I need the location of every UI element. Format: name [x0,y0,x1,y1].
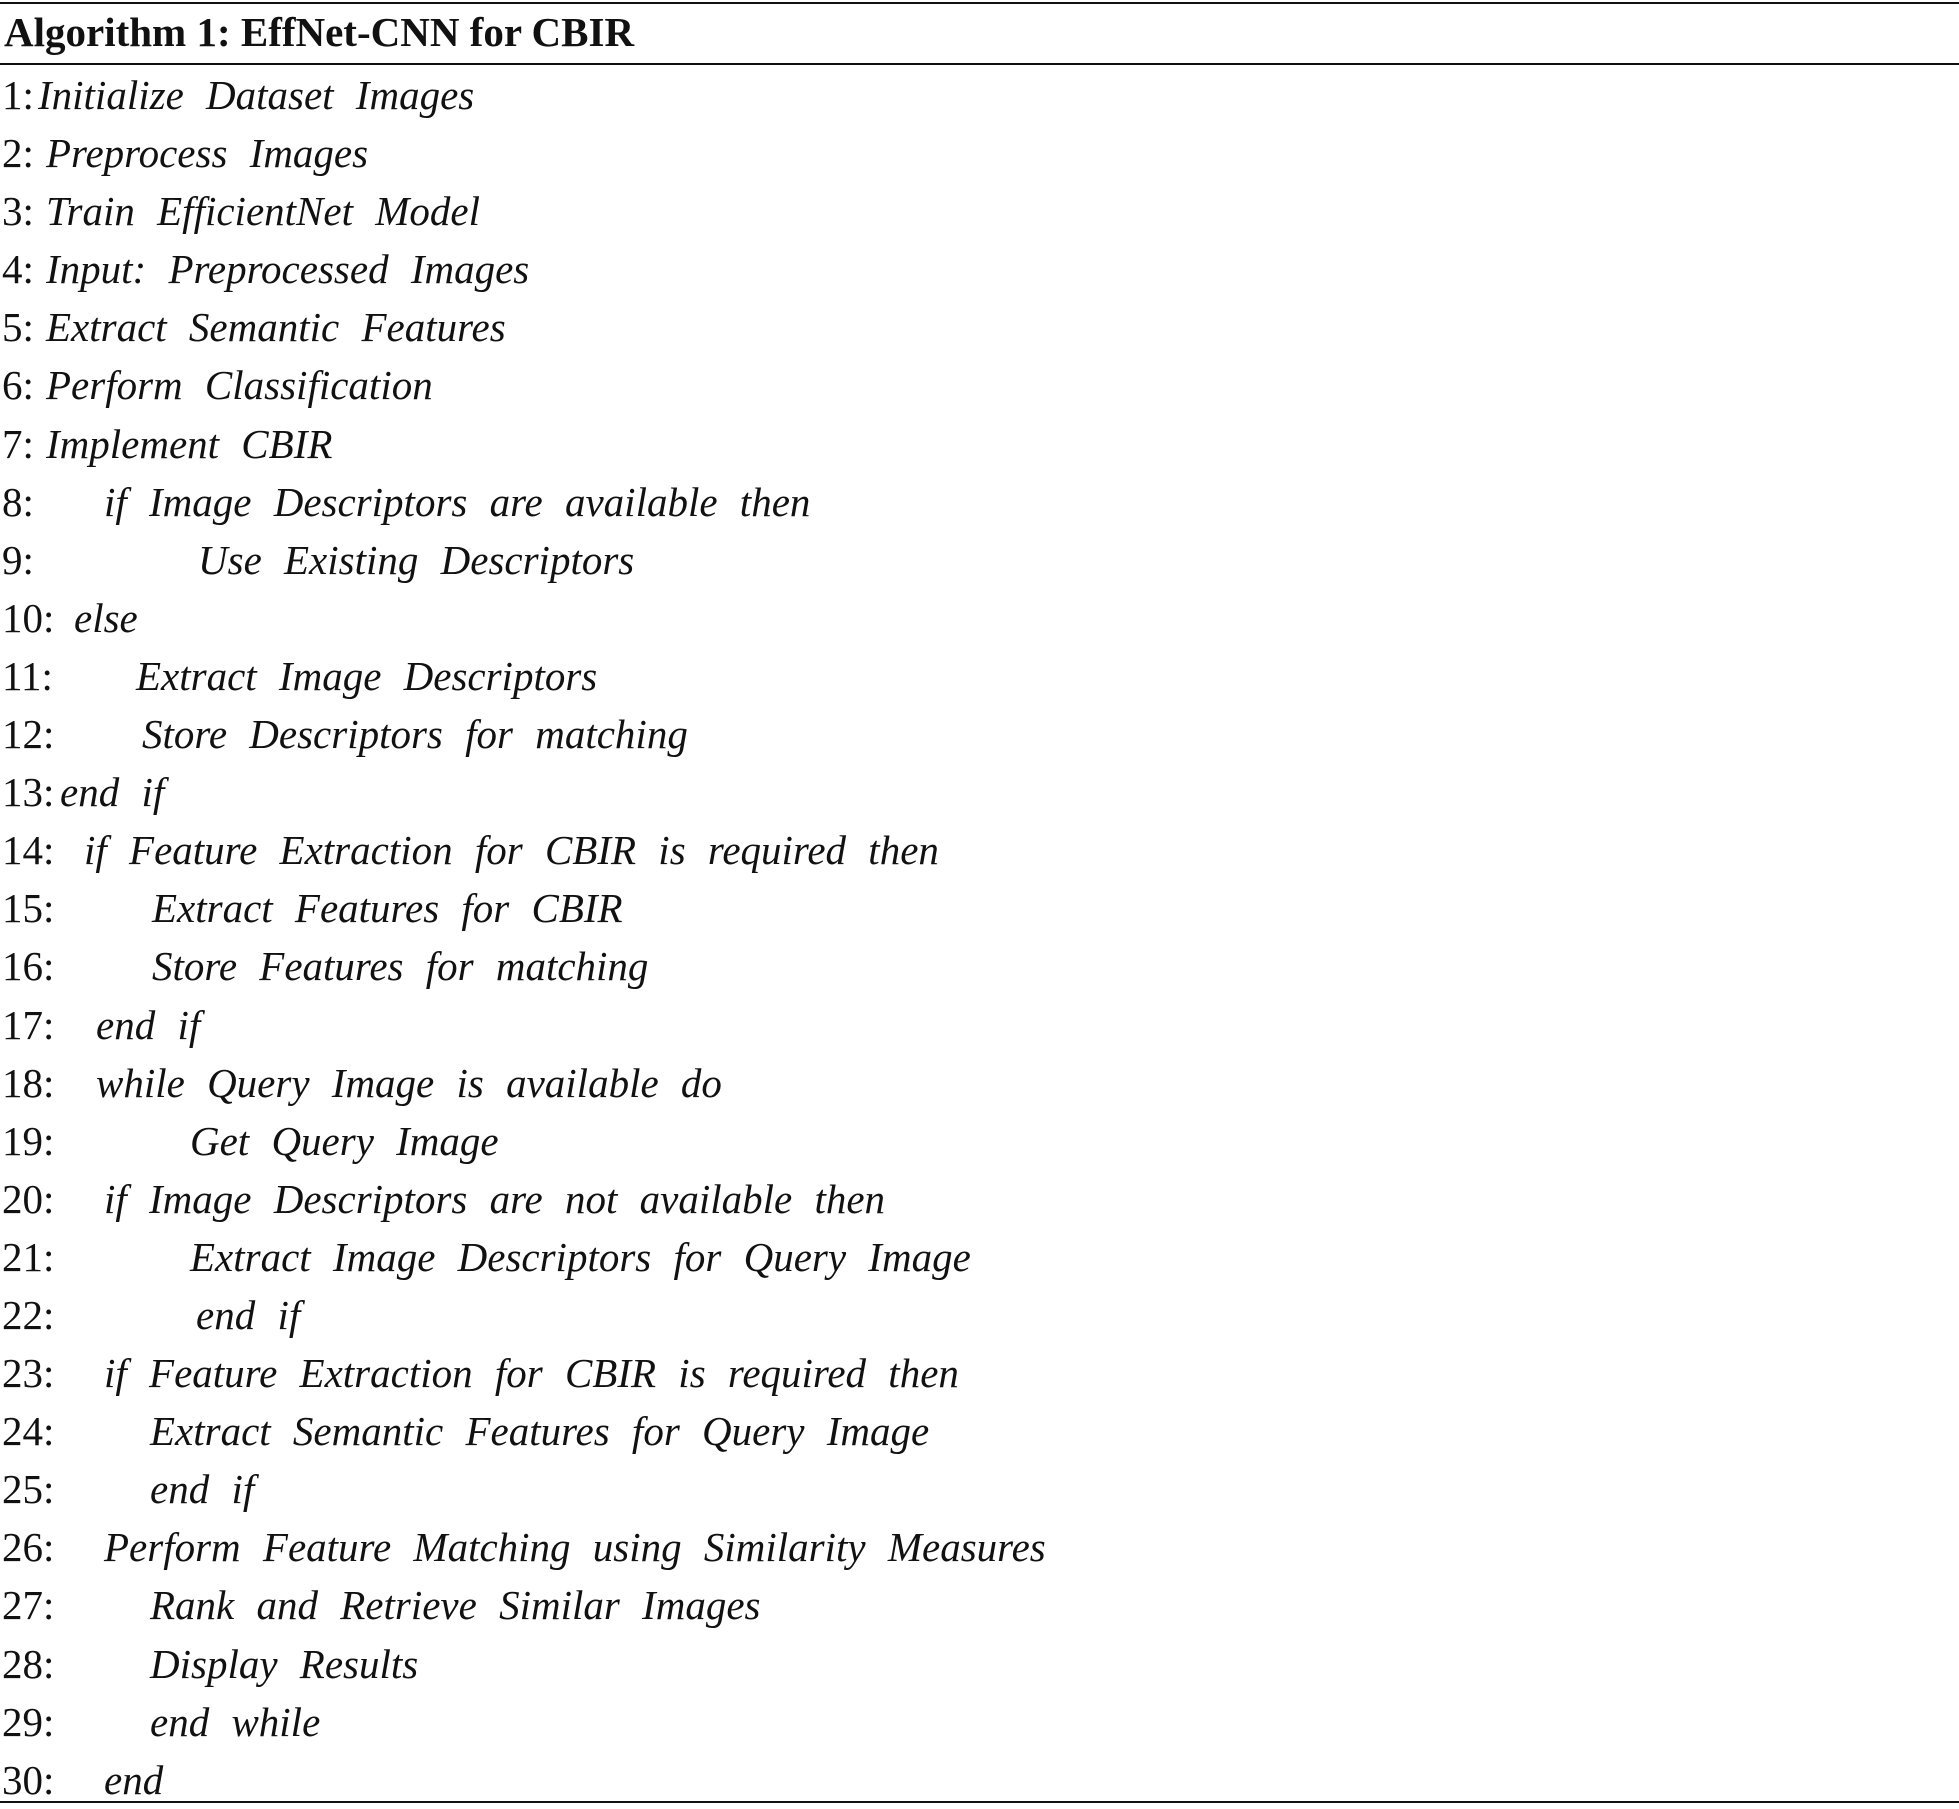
line-text: end if [150,1466,255,1513]
line-text: Store Features for matching [152,943,649,990]
line-number: 27: [2,1582,55,1629]
line-text: Initialize Dataset Images [38,72,475,118]
line-text: Perform Classification [46,362,433,409]
line-text: end while [150,1698,321,1745]
algorithm-line [2,937,1952,995]
algorithm-line [2,647,1952,705]
algorithm-line [2,589,1952,647]
line-text: if Feature Extraction for CBIR is required then [84,827,939,874]
line-number: 22: [2,1291,55,1338]
line-text: Perform Feature Matching using Similarity Measures [104,1524,1046,1571]
algorithm-line [2,124,1952,182]
line-number: 12: [2,711,55,758]
algorithm-line [2,879,1952,937]
algorithm-line [2,240,1952,298]
algorithm-line [2,66,1952,124]
line-number: 23: [2,1350,55,1397]
header-rule [0,63,1959,65]
line-text: end if [96,1001,201,1048]
algorithm-line [2,1693,1952,1751]
line-text: end if [60,769,165,816]
algorithm-line [2,705,1952,763]
algorithm-line [2,1112,1952,1170]
line-number: 20: [2,1175,55,1222]
line-number: 19: [2,1117,55,1164]
algorithm-line [2,356,1952,414]
line-text: else [74,594,138,641]
algorithm-line [2,1054,1952,1112]
algorithm-line [2,531,1952,589]
line-number: 16: [2,943,55,990]
line-text: while Query Image is available do [96,1059,722,1106]
line-number: 6: [2,362,34,409]
line-text: Use Existing Descriptors [198,536,635,583]
line-text: Implement CBIR [46,420,333,467]
line-text: Extract Semantic Features for Query Image [150,1408,930,1455]
line-text: Get Query Image [190,1117,499,1164]
line-number: 26: [2,1524,55,1571]
line-number: 8: [2,478,34,525]
line-text: Extract Image Descriptors for Query Image [190,1233,971,1280]
line-text: end if [196,1291,301,1338]
line-text: if Feature Extraction for CBIR is required then [104,1350,959,1397]
algorithm-line [2,1635,1952,1693]
line-number: 7: [2,420,34,467]
algorithm-line [2,821,1952,879]
line-number: 14: [2,827,55,874]
line-text: Extract Semantic Features [46,304,506,351]
line-text: Input: Preprocessed Images [46,246,530,293]
algorithm-title: Algorithm 1: EffNet-CNN for CBIR [4,9,635,55]
line-number: 10: [2,594,55,641]
algorithm-line [2,1402,1952,1460]
line-text: Extract Features for CBIR [152,885,623,932]
line-number: 25: [2,1466,55,1513]
line-text: Display Results [150,1640,419,1687]
line-number: 4: [2,246,34,293]
line-number: 11: [2,652,53,699]
line-number: 17: [2,1001,55,1048]
algorithm-line [2,1576,1952,1634]
algorithm-line [2,1228,1952,1286]
algorithm-line [2,473,1952,531]
line-number: 18: [2,1059,55,1106]
algorithm-line [2,1518,1952,1576]
top-rule [0,2,1959,4]
algorithm-line [2,1460,1952,1518]
bottom-rule [0,1801,1959,1803]
line-text: Rank and Retrieve Similar Images [150,1582,761,1629]
algorithm-line [2,1286,1952,1344]
line-text: Extract Image Descriptors [136,652,598,699]
line-text: if Image Descriptors are not available then [104,1175,886,1222]
line-number: 13: [2,769,55,816]
algorithm-line [2,182,1952,240]
line-number: 29: [2,1698,55,1745]
line-number: 15: [2,885,55,932]
line-number: 9: [2,536,34,583]
algorithm-line [2,298,1952,356]
algorithm-body [2,66,1952,1809]
algorithm-line [2,996,1952,1054]
line-number: 2: [2,130,34,177]
line-text: Preprocess Images [46,130,369,177]
line-text: if Image Descriptors are available then [104,478,811,525]
line-number: 1: [2,72,34,118]
line-number: 5: [2,304,34,351]
algorithm-line [2,1344,1952,1402]
algorithm-line [2,415,1952,473]
line-text: Train EfficientNet Model [46,188,480,235]
line-number: 30: [2,1756,55,1803]
line-number: 28: [2,1640,55,1687]
line-number: 24: [2,1408,55,1455]
algorithm-line [2,1170,1952,1228]
line-text: end [104,1756,164,1803]
line-text: Store Descriptors for matching [142,711,688,758]
line-number: 21: [2,1233,55,1280]
line-number: 3: [2,188,34,235]
algorithm-line [2,763,1952,821]
